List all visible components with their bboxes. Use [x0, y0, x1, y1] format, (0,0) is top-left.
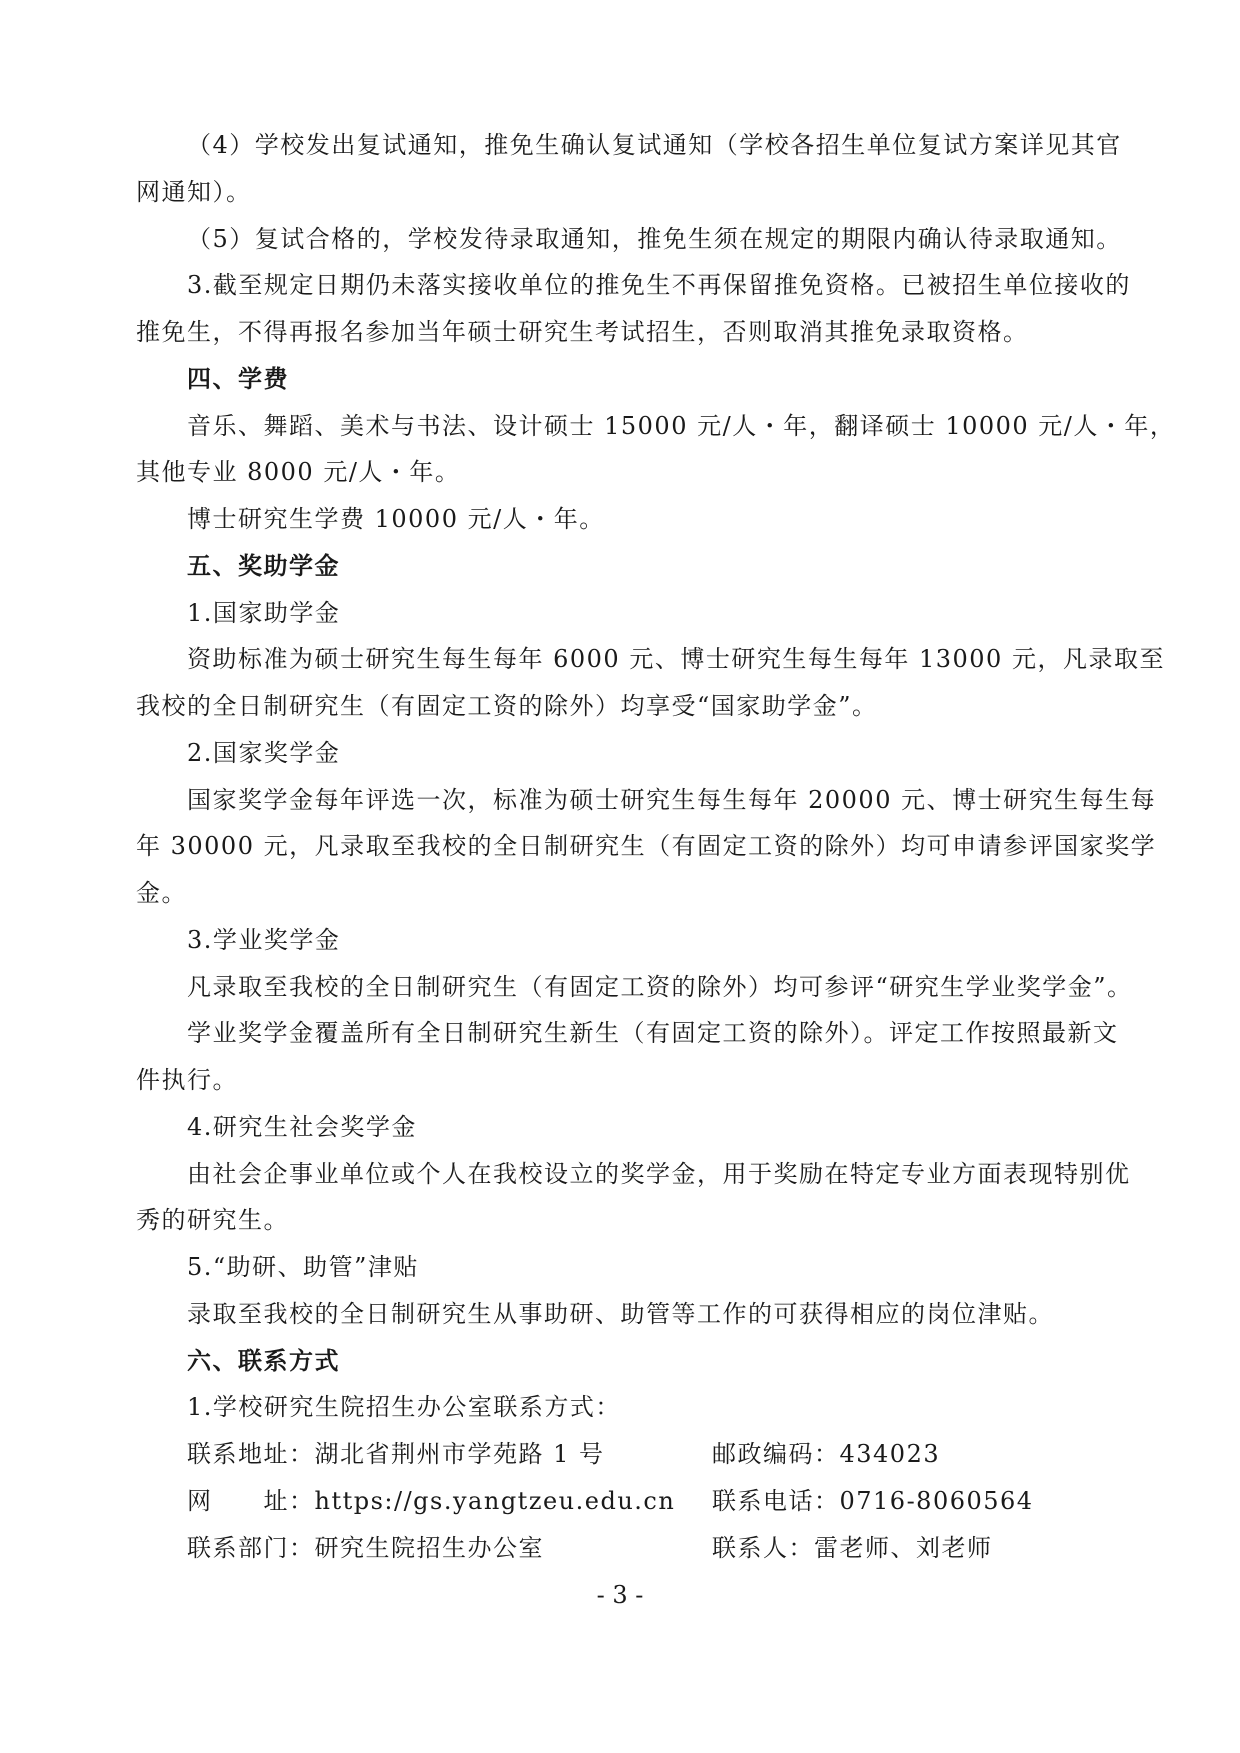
paragraph-line: 年 30000 元，凡录取至我校的全日制研究生（有固定工资的除外）均可申请参评国家奖学 — [136, 832, 1157, 860]
paragraph-line: （4）学校发出复试通知，推免生确认复试通知（学校各招生单位复试方案详见其官 — [187, 131, 1122, 159]
contact-postcode: 邮政编码：434023 — [712, 1440, 941, 1468]
paragraph-line: 录取至我校的全日制研究生从事助研、助管等工作的可获得相应的岗位津贴。 — [187, 1300, 1054, 1328]
paragraph-line: 网通知）。 — [136, 178, 252, 206]
paragraph-line: 3.截至规定日期仍未落实接收单位的推免生不再保留推免资格。已被招生单位接收的 — [187, 271, 1131, 299]
subsection-heading: 3.学业奖学金 — [187, 926, 341, 954]
subsection-heading: 1.学校研究生院招生办公室联系方式： — [187, 1393, 621, 1421]
paragraph-line: 推免生，不得再报名参加当年硕士研究生考试招生，否则取消其推免录取资格。 — [136, 318, 1029, 346]
contact-phone: 联系电话：0716-8060564 — [712, 1487, 1034, 1515]
page-number: - 3 - — [596, 1581, 644, 1609]
paragraph-line: 其他专业 8000 元/人・年。 — [136, 458, 461, 486]
paragraph-line: 博士研究生学费 10000 元/人・年。 — [187, 505, 605, 533]
paragraph-line: 金。 — [136, 879, 187, 907]
contact-department: 联系部门：研究生院招生办公室 — [187, 1534, 544, 1562]
section-heading: 六、联系方式 — [187, 1346, 340, 1375]
contact-address: 联系地址：湖北省荆州市学苑路 1 号 — [187, 1440, 605, 1468]
section-heading: 四、学费 — [187, 364, 289, 393]
subsection-heading: 4.研究生社会奖学金 — [187, 1113, 417, 1141]
paragraph-line: （5）复试合格的，学校发待录取通知，推免生须在规定的期限内确认待录取通知。 — [187, 225, 1122, 253]
subsection-heading: 5.“助研、助管”津贴 — [187, 1253, 419, 1281]
paragraph-line: 音乐、舞蹈、美术与书法、设计硕士 15000 元/人・年，翻译硕士 10000 元/人・年， — [187, 412, 1176, 440]
paragraph-line: 国家奖学金每年评选一次，标准为硕士研究生每生每年 20000 元、博士研究生每生每 — [187, 786, 1157, 814]
section-heading: 五、奖助学金 — [187, 551, 340, 580]
contact-person: 联系人：雷老师、刘老师 — [712, 1534, 993, 1562]
paragraph-line: 件执行。 — [136, 1066, 238, 1094]
paragraph-line: 由社会企事业单位或个人在我校设立的奖学金，用于奖励在特定专业方面表现特别优 — [187, 1160, 1131, 1188]
subsection-heading: 1.国家助学金 — [187, 599, 341, 627]
paragraph-line: 资助标准为硕士研究生每生每年 6000 元、博士研究生每生每年 13000 元，凡录取至 — [187, 645, 1165, 673]
paragraph-line: 学业奖学金覆盖所有全日制研究生新生（有固定工资的除外）。评定工作按照最新文 — [187, 1019, 1119, 1047]
paragraph-line: 我校的全日制研究生（有固定工资的除外）均享受“国家助学金”。 — [136, 692, 878, 720]
contact-website: 网 址：https://gs.yangtzeu.edu.cn — [187, 1487, 676, 1515]
subsection-heading: 2.国家奖学金 — [187, 739, 341, 767]
paragraph-line: 凡录取至我校的全日制研究生（有固定工资的除外）均可参评“研究生学业奖学金”。 — [187, 973, 1133, 1001]
paragraph-line: 秀的研究生。 — [136, 1206, 289, 1234]
